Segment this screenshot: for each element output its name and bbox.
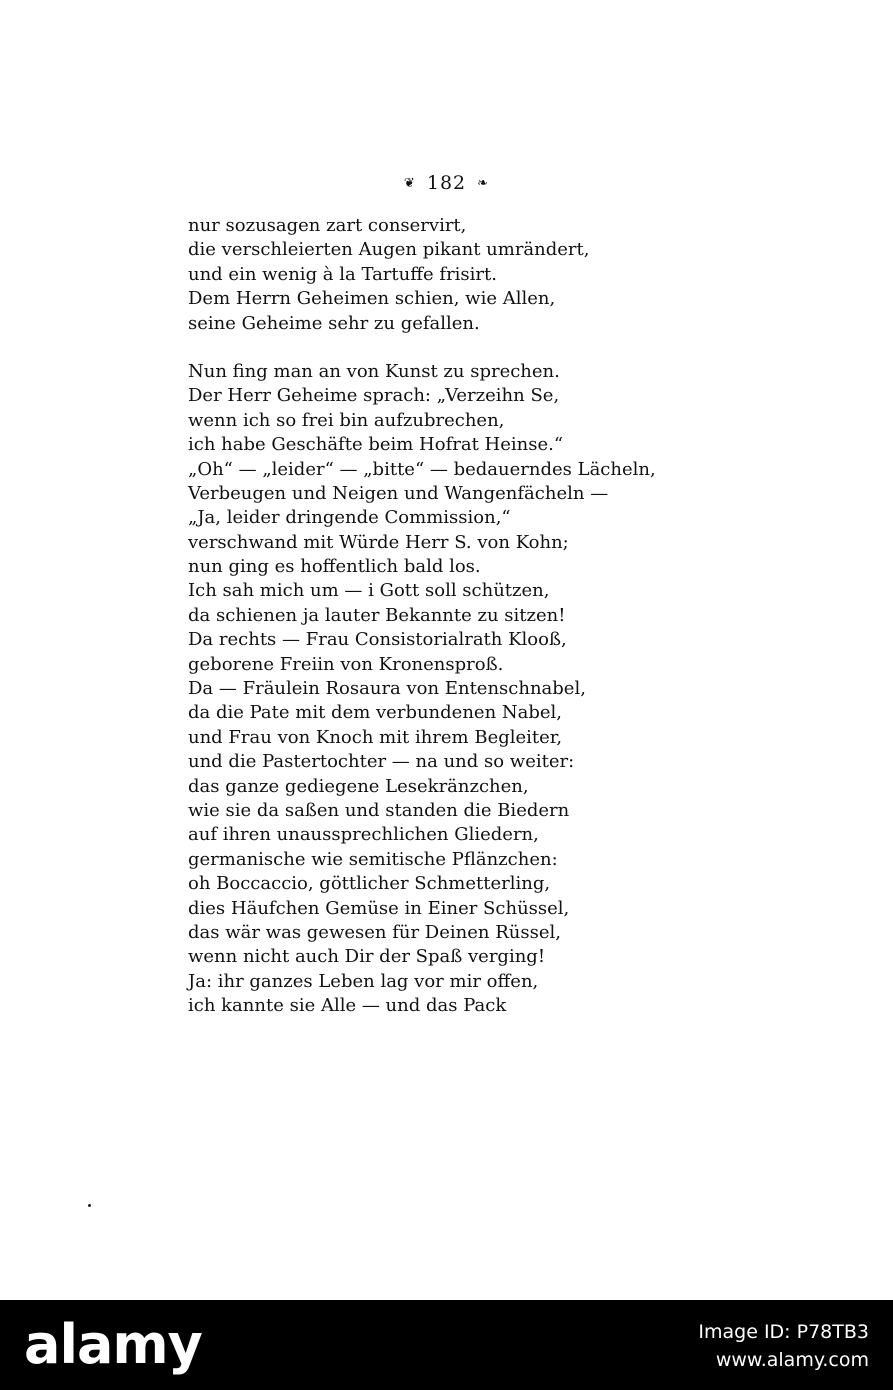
- poem-line: und Frau von Knoch mit ihrem Begleiter,: [188, 726, 563, 748]
- poem-line: nun ging es hoffentlich bald los.: [188, 556, 481, 578]
- ornament-right-icon: ❧: [477, 176, 490, 191]
- poem-line: da die Pate mit dem verbundenen Nabel,: [188, 702, 563, 724]
- poem-line: seine Geheime sehr zu gefallen.: [188, 312, 480, 334]
- poem-line: wie sie da saßen und standen die Biedern: [188, 799, 570, 821]
- poem-line: germanische wie semitische Pflänzchen:: [188, 848, 558, 870]
- poem-line: Da — Fräulein Rosaura von Entenschnabel,: [188, 678, 586, 700]
- poem-line: Verbeugen und Neigen und Wangenfächeln —: [188, 482, 609, 504]
- page-number: 182: [426, 172, 467, 194]
- stock-logo: alamy: [24, 1313, 202, 1376]
- poem-line: das wär was gewesen für Deinen Rüssel,: [188, 921, 561, 943]
- image-id-label: Image ID: P78TB3: [698, 1321, 869, 1343]
- poem-line: Ja: ihr ganzes Leben lag vor mir offen,: [188, 970, 539, 992]
- poem-line: ich kannte sie Alle — und das Pack: [188, 995, 507, 1017]
- poem-line: geborene Freiin von Kronensproß.: [188, 653, 504, 675]
- stock-photo-footer: [0, 1300, 893, 1390]
- poem-line: und ein wenig à la Tartuffe frisirt.: [188, 263, 497, 285]
- ornament-left-icon: ❦: [403, 176, 416, 191]
- poem-line: „Oh“ — „leider“ — „bitte“ — bedauerndes Lächeln,: [188, 458, 656, 480]
- poem-line: auf ihren unaussprechlichen Gliedern,: [188, 824, 539, 846]
- poem-line: Der Herr Geheime sprach: „Verzeihn Se,: [188, 385, 560, 407]
- poem-line: Da rechts — Frau Consistorialrath Klooß,: [188, 629, 567, 651]
- site-url-label: www.alamy.com: [715, 1349, 869, 1371]
- poem-line: dies Häufchen Gemüse in Einer Schüssel,: [188, 897, 570, 919]
- stanza: [188, 214, 688, 336]
- poem-text: [188, 214, 688, 1019]
- poem-line: Ich sah mich um — i Gott soll schützen,: [188, 580, 550, 602]
- ink-speck: [88, 1204, 91, 1207]
- poem-line: und die Pastertochter — na und so weiter:: [188, 751, 575, 773]
- poem-line: wenn ich so frei bin aufzubrechen,: [188, 409, 505, 431]
- poem-line: das ganze gediegene Lesekränzchen,: [188, 775, 529, 797]
- poem-line: Nun fing man an von Kunst zu sprechen.: [188, 360, 560, 382]
- poem-line: die verschleierten Augen pikant umrändert,: [188, 239, 590, 261]
- poem-line: oh Boccaccio, göttlicher Schmetterling,: [188, 873, 551, 895]
- poem-line: verschwand mit Würde Herr S. von Kohn;: [188, 531, 569, 553]
- poem-line: nur sozusagen zart conservirt,: [188, 215, 467, 236]
- poem-line: ich habe Geschäfte beim Hofrat Heinse.“: [188, 434, 564, 456]
- poem-line: Dem Herrn Geheimen schien, wie Allen,: [188, 288, 556, 310]
- stock-image-info: [698, 1318, 869, 1374]
- page-header: [0, 172, 893, 194]
- stanza: [188, 360, 688, 1019]
- poem-line: da schienen ja lauter Bekannte zu sitzen!: [188, 604, 566, 626]
- poem-line: wenn nicht auch Dir der Spaß verging!: [188, 946, 546, 968]
- poem-line: „Ja, leider dringende Commission,“: [188, 507, 511, 529]
